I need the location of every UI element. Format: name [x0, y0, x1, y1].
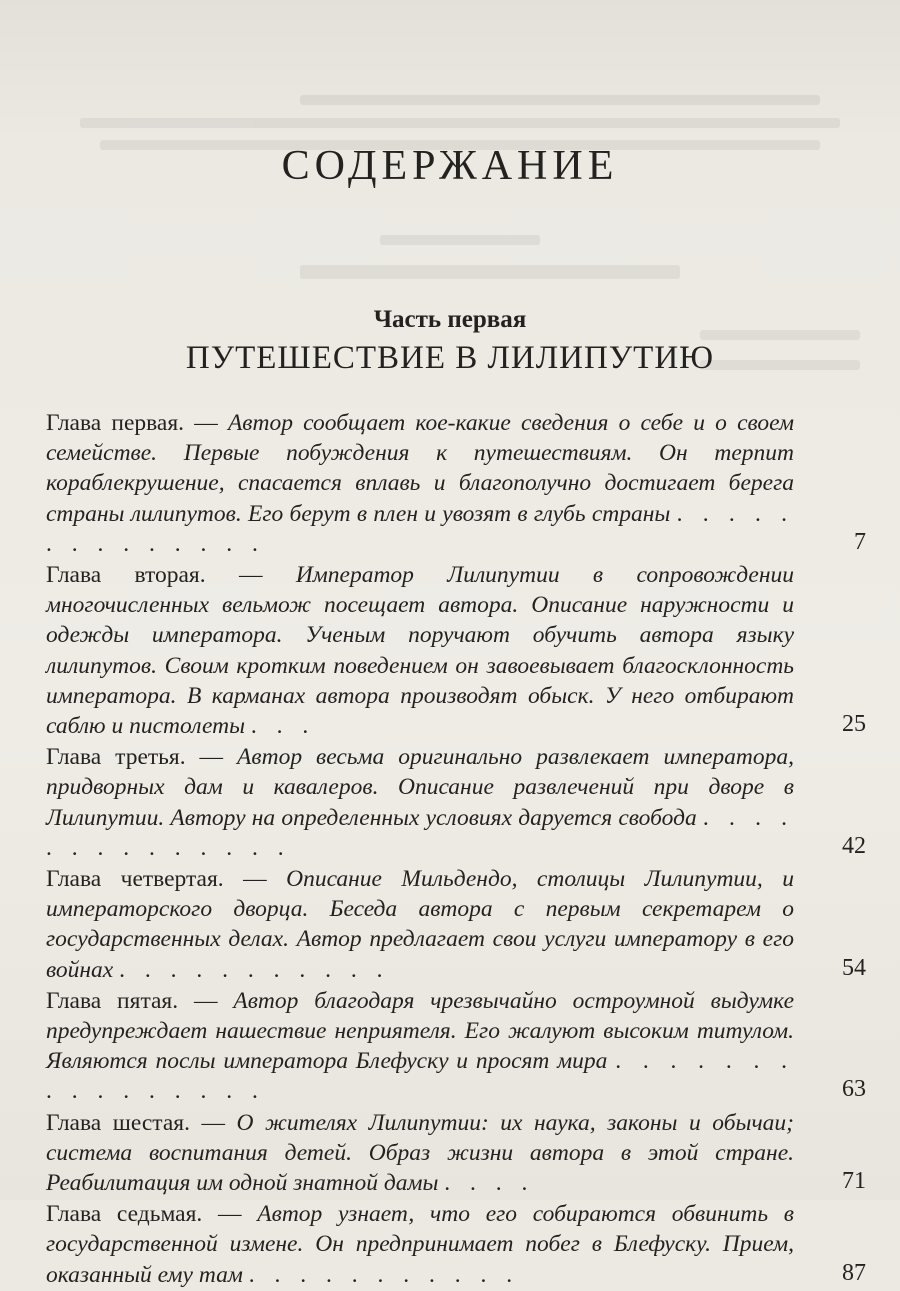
dot-leader: . . . . [444, 1170, 535, 1197]
chapter-name: Глава седьмая. — [46, 1201, 242, 1228]
chapter-entry [46, 1199, 864, 1290]
chapter-name: Глава вторая. — [46, 562, 263, 589]
chapter-entry [46, 1108, 864, 1199]
page-number: 25 [842, 711, 866, 738]
page-number: 71 [842, 1168, 866, 1195]
chapter-entry [46, 408, 864, 559]
part-label: Часть первая [373, 306, 527, 333]
chapter-name: Глава шестая. — [46, 1109, 225, 1136]
page-number: 87 [842, 1259, 866, 1286]
page-number: 54 [842, 954, 866, 981]
chapter-name: Глава первая. — [46, 410, 218, 436]
page-number: 42 [842, 832, 866, 859]
chapter-name: Глава третья. — [46, 744, 224, 771]
page-number: 63 [842, 1076, 866, 1103]
contents-heading: СОДЕРЖАНИЕ [281, 143, 619, 189]
chapter-name: Глава пятая. — [46, 987, 218, 1014]
chapter-list [46, 408, 864, 1291]
chapter-description: О жителях Лилипутии: их наука, законы и обычаи; система воспитания детей. Образ жизни автора в этой стране. Реабилитация им одной знатной дамы [46, 1109, 795, 1197]
chapter-description: Описание Мильдендо, столицы Лилипутии, и императорского дворца. Беседа автора с первым секретарем о государственных делах. Автор предлагает свои услуги императору в его войнах [46, 866, 795, 983]
dot-leader: . . . . . . . . . . . . . . . . [46, 1048, 794, 1105]
chapter-description: Автор сообщает кое-какие сведения о себе и о своем семействе. Первые побуждения к путешествиям. Он терпит кораблекрушение, спасается вплавь и благополучно достигает берега страны лилипутов. Его берут в плен и увозят в глубь страны [46, 410, 794, 527]
part-title: ПУТЕШЕСТВИЕ В ЛИЛИПУТИЮ [185, 340, 715, 376]
chapter-entry [46, 864, 864, 985]
dot-leader: . . . [250, 713, 316, 740]
chapter-description: Автор весьма оригинально развлекает императора, придворных дам и кавалеров. Описание развлечений при дворе в Лилипутии. Автору на определенных условиях даруется свобода [46, 744, 794, 831]
chapter-description: Автор благодаря чрезвычайно остроумной выдумке предупреждает нашествие неприятеля. Его жалуют высоким титулом. Являются послы императора Блефуску и просят мира [46, 987, 795, 1075]
chapter-entry [46, 986, 864, 1107]
page-number: 7 [854, 528, 866, 555]
dot-leader: . . . . . . . . . . . . . . [46, 500, 795, 557]
dot-leader: . . . . . . . . . . . [119, 956, 390, 983]
chapter-entry [46, 560, 864, 741]
dot-leader: . . . . . . . . . . . . . . [46, 804, 795, 861]
chapter-name: Глава четвертая. — [46, 866, 267, 893]
chapter-description: Автор узнает, что его собираются обвинить в государственной измене. Он предпринимает побег в Блефуску. Прием, оказанный ему там [46, 1201, 795, 1288]
chapter-entry [46, 742, 864, 863]
chapter-description: Император Лилипутии в сопровождении многочисленных вельмож посещает автора. Описание наружности и одежды императора. Ученым поручают обучить автора языку лилипутов. Своим кротким поведением он завоевывает благосклонность императора. В карманах автора производят обыск. У него отбирают саблю и пистолеты [46, 562, 794, 740]
dot-leader: . . . . . . . . . . . [248, 1261, 520, 1288]
